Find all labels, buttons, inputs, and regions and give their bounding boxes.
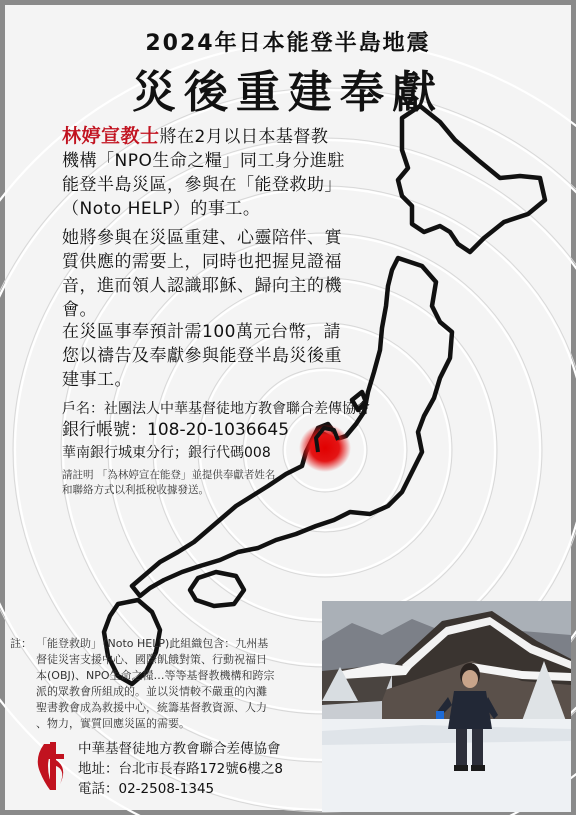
bank-name: 華南銀行城東分行；銀行代碼008 [62, 445, 271, 461]
paragraph-line: 她將參與在災區重建、心靈陪伴、實 [62, 228, 342, 248]
footer-organization: 中華基督徒地方教會聯合差傳協會 [78, 741, 281, 757]
footer-address: 地址：台北市長春路172號6樓之8 [78, 761, 283, 777]
paragraph-line: 在災區事奉預計需100萬元台幣，請 [62, 322, 341, 342]
cross-flame-logo-icon [28, 738, 74, 792]
paragraph-line: （Noto HELP）的事工。 [62, 199, 261, 219]
disaster-area-photo [322, 601, 571, 812]
paragraph-line: 機構「NPO生命之糧」同工身分進駐 [62, 151, 345, 171]
paragraph-line: 能登半島災區，參與在「能登救助」 [62, 175, 342, 195]
account-number: 銀行帳號：108-20-1036645 [62, 420, 290, 440]
paragraph-line: 質供應的需要上，同時也把握見證福 [62, 252, 342, 272]
account-name: 戶名：社團法人中華基督徒地方教會聯合差傳協會 [62, 401, 370, 417]
footer-phone: 電話：02-2508-1345 [78, 781, 215, 797]
note-text: 註： 「能登救助」（Noto HELP)此組織包含：九州基 督徒災害支援中心、國際飢餓對策、行動祝福日 本(OBJ)、NPO生命之糧…等等基督教機構和跨宗 派的眾教會所組成的。並以災情較不嚴重的內灘 聖書教會成為救援中心，統籌基督教資源、人力 、物力，實質回應災區的需要。 [10, 637, 275, 730]
appeal-paragraph [62, 320, 342, 392]
paragraph-line: 您以禱告及奉獻參與能登半島災後重 [62, 346, 342, 366]
page-title: 災後重建奉獻 [132, 67, 444, 118]
paragraph-line: 音，進而領人認識耶穌、歸向主的機 [62, 276, 342, 296]
paragraph-line: 建事工。 [62, 370, 132, 390]
intro-paragraph [62, 124, 345, 221]
epicenter-marker-icon [299, 424, 351, 472]
note-prefix: 註： [10, 637, 32, 650]
mission-paragraph [62, 226, 342, 322]
paragraph-line: 林婷宣教士將在2月以日本基督教 [62, 125, 329, 147]
donation-remark: 請註明 「為林婷宣在能登」並提供奉獻者姓名 和聯絡方式以利抵稅收據發送。 [62, 469, 276, 496]
subtitle: 2024年日本能登半島地震 [145, 31, 431, 56]
paragraph-line: 會。 [62, 300, 97, 320]
organization-note [10, 636, 310, 732]
missionary-name: 林婷宣教士 [62, 125, 160, 147]
